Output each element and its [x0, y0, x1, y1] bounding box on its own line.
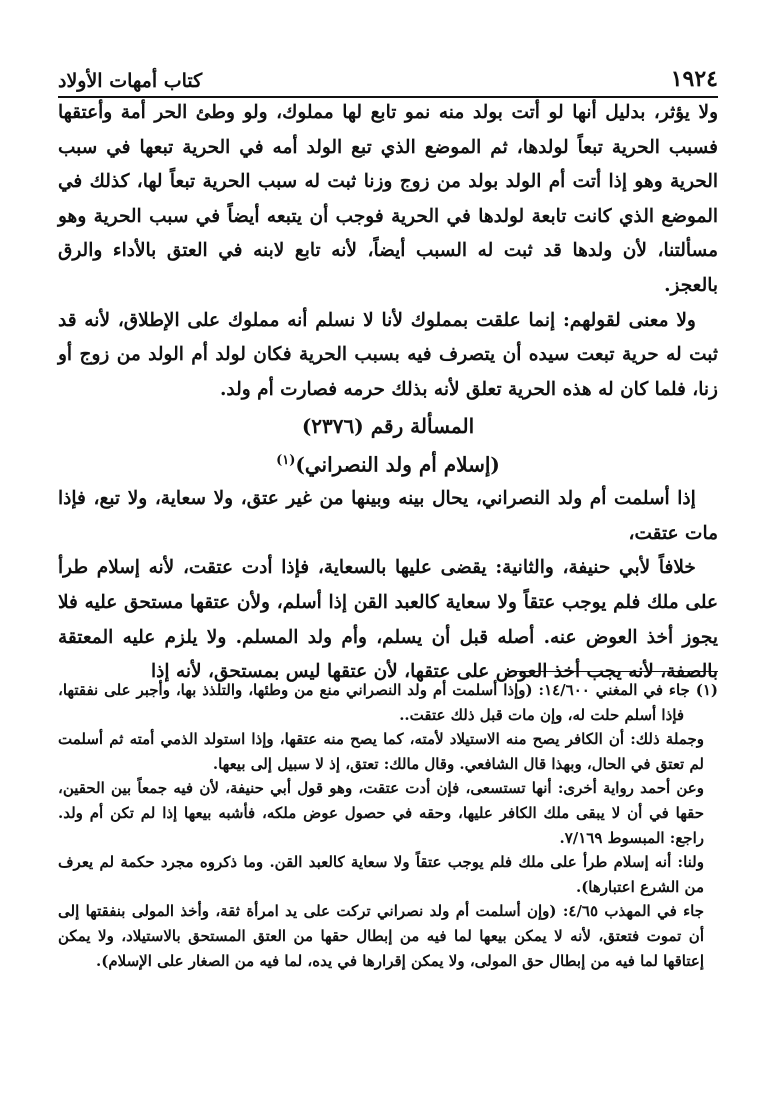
footnote-item: وعن أحمد رواية أخرى: أنها تستسعى، فإن أدت عتقت، وهو قول أبي حنيفة، لأن فيه جمعاً بين الحقين، حقها في أن لا يبقى ملك الكافر عليها، وحقه في حصول عوض ملكه، فأشبه بيعها إذا لم تكن أم ولد. راجع: المبسوط ٧/١٦٩. [58, 779, 704, 847]
paragraph: ولا يؤثر، بدليل أنها لو أتت بولد منه نمو تابع لها مملوك، ولو وطئ الحر أمة وأعتقها فسبب الحرية تبعاً لولدها، ثم الموضع الذي تبع الولد أمه في الحرية تبعها في سبب الحرية وهو إذا أتت أم الولد بولد من زوج وزنا ثبت له سبب الحرية تبعاً لها، كذلك في الموضع الذي كانت تابعة لولدها في الحرية فوجب أن يتبعه أيضاً في سبب الحرية وهو مسألتنا، لأن ولدها قد ثبت له السبب أيضاً، لأنه تابع لابنه في العتق بالأداء والرق بالعجز. [58, 102, 718, 296]
footnotes [58, 678, 718, 973]
footnote-item: وجملة ذلك: أن الكافر يصح منه الاستيلاد لأمته، كما يصح منه عتقها، وإذا استولد الذمي أمته ثم أسلمت لم تعتق في الحال، وبهذا قال الشافعي. وقال مالك: تعتق، إذ لا سبيل إلى بيعها. [58, 730, 704, 773]
page-number: ١٩٢٤ [670, 66, 718, 92]
issue-heading: المسألة رقم (٢٣٧٦) [301, 414, 475, 439]
ruling-paragraph: إذا أسلمت أم ولد النصراني، يحال بينه وبينها من غير عتق، ولا سعاية، ولا تبع، فإذا مات عتقت، [58, 488, 718, 544]
footnote-item: ولنا: أنه إسلام طرأ على ملك فلم يوجب عتقاً ولا سعاية كالعبد القن. وما ذكروه مجرد حكمة لم يعرف من الشرع اعتبارها). [58, 853, 704, 896]
issue-title-text: (إسلام أم ولد النصراني) [295, 452, 500, 477]
running-header [58, 52, 718, 98]
footnote-marker: (١) [276, 452, 296, 468]
document-page [58, 0, 718, 1101]
footnote-item: (١) جاء في المغني ١٤/٦٠٠: (وإذا أسلمت أم ولد النصراني منع من وطئها، والتلذذ بها، وأجبر على نفقتها، فإذا أسلم حلت له، وإن مات قبل ذلك عتقت.. [58, 681, 718, 724]
main-text [58, 96, 718, 690]
book-title: كتاب أمهات الأولاد [58, 70, 203, 92]
issue-title [58, 444, 718, 482]
footnote-item: جاء في المهذب ٤/٦٥: (وإن أسلمت أم ولد نصراني تركت على يد امرأة ثقة، وأخذ المولى بنفقتها إلى أن تموت فتعتق، لأنه لا يمكن بيعها لما فيه من إبطال حقها من العتق المستحق بالاستيلاد، ولا يمكن إعتاقها لما فيه من إبطال حق المولى، ولا يمكن إقرارها في يده، لما فيه من الصغار على الإسلام). [58, 902, 704, 970]
footnote-separator [508, 671, 718, 672]
paragraph: ولا معنى لقولهم: إنما علقت بمملوك لأنا لا نسلم أنه مملوك على الإطلاق، لأنه قد ثبت له حرية تبعت سيده أن يتصرف فيه بسبب الحرية فكان لولد أم الولد من زوج أو زنا، فلما كان له هذه الحرية تعلق لأنه بذلك حرمه فصارت أم ولد. [58, 309, 718, 400]
discussion-paragraph: خلافاً لأبي حنيفة، والثانية: يقضى عليها بالسعاية، فإذا أدت عتقت، لأنه إسلام طرأ على ملك فلم يوجب عتقاً ولا سعاية كالعبد القن إذا أسلم، ولأن عتقها مستحق عليه فلا يجوز أخذ العوض عنه. أصله قبل أن يسلم، وأم ولد المسلم. ولا يلزم عليه المعتقة بالصفة، لأنه يجب أخذ العوض على عتقها، لأن عتقها ليس بمستحق، لأنه إذا [58, 557, 718, 683]
